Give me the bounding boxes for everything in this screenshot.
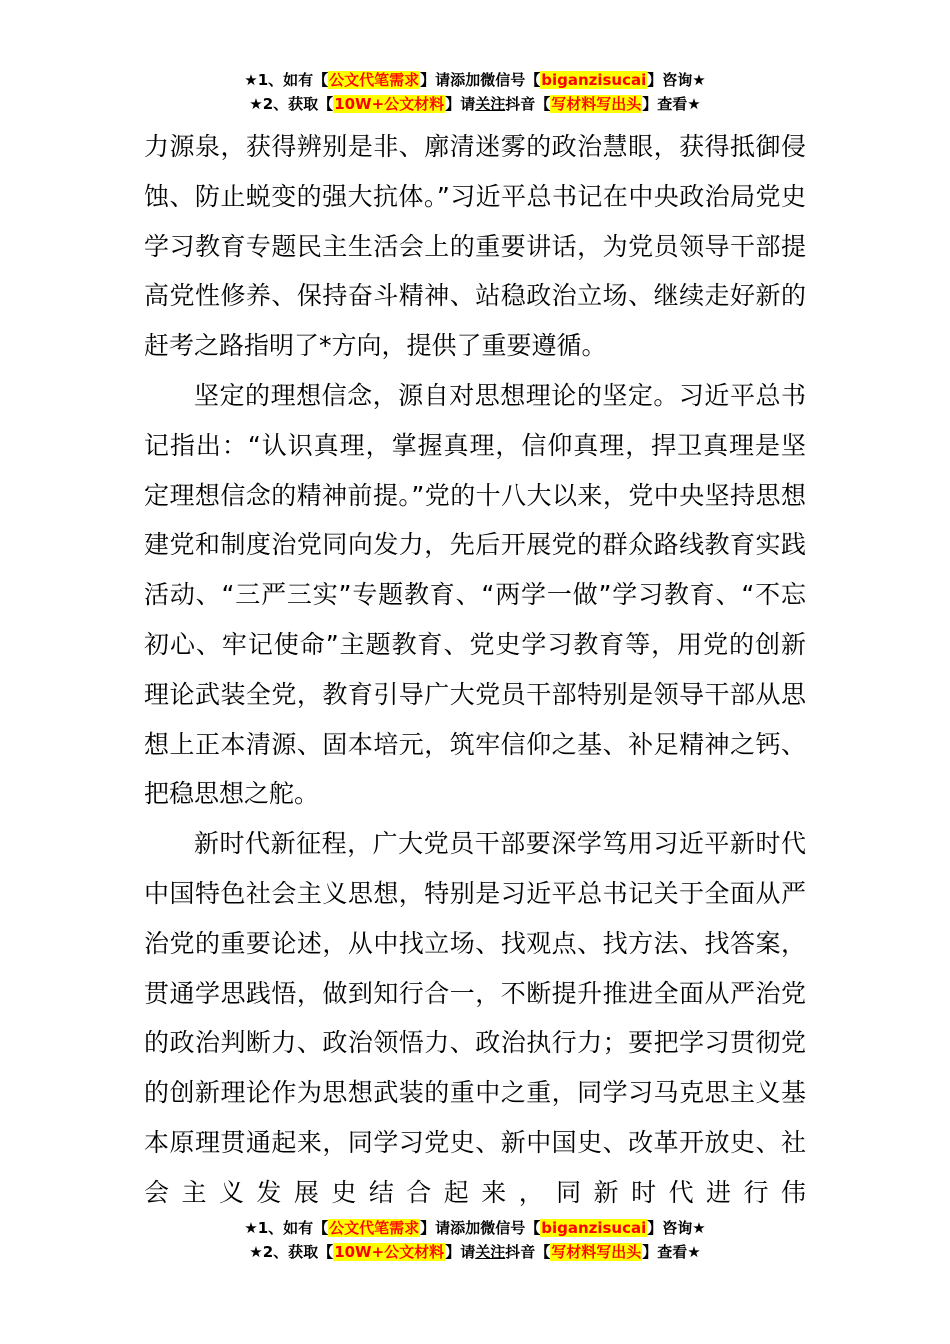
banner-line-2: [0, 92, 950, 116]
banner-text: ★1、如有【: [244, 1219, 329, 1237]
document-body: [144, 122, 806, 1218]
banner-text: 】查看★: [642, 1243, 701, 1261]
banner-line-1: [0, 1216, 950, 1240]
footer-banner: [0, 1216, 950, 1264]
banner-text: 】查看★: [642, 95, 701, 113]
highlight-douyin-account: 写材料写出头: [551, 1243, 642, 1261]
paragraph-1: 力源泉，获得辨别是非、廓清迷雾的政治慧眼，获得抵御侵蚀、防止蜕变的强大抗体。”习近平总书记在中央政治局党史学习教育专题民主生活会上的重要讲话，为党员领导干部提高党性修养、保持奋斗精神、站稳政治立场、继续走好新的赶考之路指明了*方向，提供了重要遵循。: [144, 132, 806, 361]
paragraph-3: 新时代新征程，广大党员干部要深学笃用习近平新时代中国特色社会主义思想，特别是习近平总书记关于全面从严治党的重要论述，从中找立场、找观点、找方法、找答案，贯通学思践悟，做到知行合一，不断提升推进全面从严治党的政治判断力、政治领悟力、政治执行力；要把学习贯彻党的创新理论作为思想武装的重中之重，同学习马克思主义基本原理贯通起来，同学习党史、新中国史、改革开放史、社会主义发展史结合起来，同新时代进行伟: [144, 829, 806, 1207]
highlight-writing-service: 公文代笔需求: [329, 71, 420, 89]
banner-text: 】咨询★: [647, 71, 706, 89]
highlight-materials: 10W+公文材料: [334, 95, 445, 113]
banner-text-emphasis: 加: [465, 71, 481, 89]
banner-line-2: [0, 1240, 950, 1264]
banner-text: 抖音【: [505, 1243, 551, 1261]
banner-text: 】咨询★: [647, 1219, 706, 1237]
banner-text-emphasis: 加: [465, 1219, 481, 1237]
banner-text: 】请: [445, 1243, 476, 1261]
banner-text: ★2、获取【: [249, 1243, 334, 1261]
banner-text: ★2、获取【: [249, 95, 334, 113]
highlight-wechat-id: biganzisucai: [541, 71, 647, 89]
banner-text: ★1、如有【: [244, 71, 329, 89]
banner-text: 抖音【: [505, 95, 551, 113]
banner-text-underlined: 关注: [475, 95, 506, 113]
highlight-materials: 10W+公文材料: [334, 1243, 445, 1261]
highlight-douyin-account: 写材料写出头: [551, 95, 642, 113]
banner-text: 】请添: [420, 1219, 466, 1237]
banner-text: 】请: [445, 95, 476, 113]
paragraph-2: 坚定的理想信念，源自对思想理论的坚定。习近平总书记指出：“认识真理，掌握真理，信仰真理，捍卫真理是坚定理想信念的精神前提。”党的十八大以来，党中央坚持思想建党和制度治党同向发力，先后开展党的群众路线教育实践活动、“三严三实”专题教育、“两学一做”学习教育、“不忘初心、牢记使命”主题教育、党史学习教育等，用党的创新理论武装全党，教育引导广大党员干部特别是领导干部从思想上正本清源、固本培元，筑牢信仰之基、补足精神之钙、把稳思想之舵。: [144, 380, 806, 809]
banner-text: 微信号【: [480, 1219, 541, 1237]
banner-text-underlined: 关注: [475, 1243, 506, 1261]
header-banner: [0, 68, 950, 116]
highlight-writing-service: 公文代笔需求: [329, 1219, 420, 1237]
banner-line-1: [0, 68, 950, 92]
highlight-wechat-id: biganzisucai: [541, 1219, 647, 1237]
banner-text: 微信号【: [480, 71, 541, 89]
banner-text: 】请添: [420, 71, 466, 89]
